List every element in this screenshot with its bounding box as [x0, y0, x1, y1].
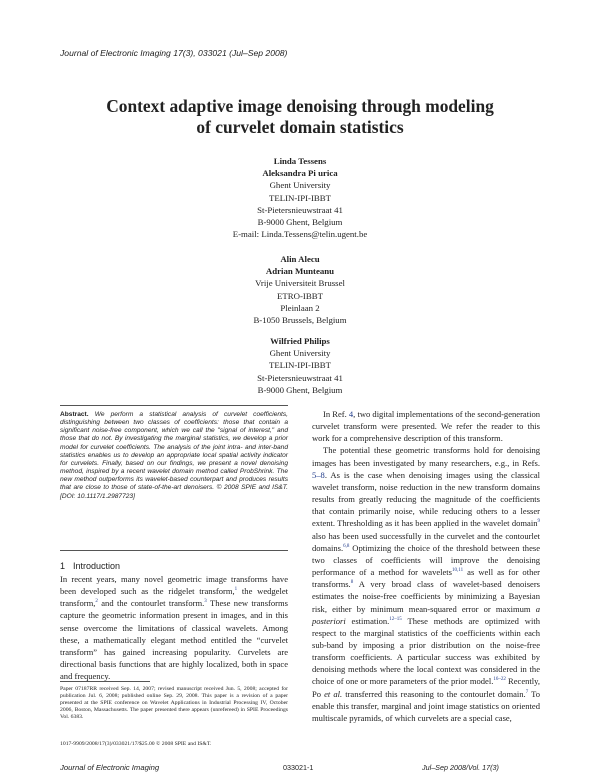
footnote: Paper 07187RR received Sep. 14, 2007; revised manuscript received Jun. 5, 2008; accepted for publication Jul. 6, 2008; published online Sep. 29, 2008. This paper is a revision of a paper presented at the SPIE conference on Wavelet Applications in Industrial Processing IV, October 2006, Boston, Massachusetts. The paper presented there appears (unrefereed) in SPIE Proceedings Vol. 6383.: [60, 686, 288, 721]
citation[interactable]: 6,8: [343, 543, 350, 549]
citation[interactable]: 4: [348, 409, 354, 419]
title-line-2: of curvelet domain statistics: [196, 117, 404, 137]
affiliation-line: B-1050 Brussels, Belgium: [253, 315, 347, 326]
affiliation-line: St-Pietersnieuwstraat 41: [257, 204, 343, 215]
title-line-1: Context adaptive image denoising through modeling: [106, 96, 494, 116]
abstract-bottom-rule: [60, 550, 288, 551]
author-block-3: [0, 335, 600, 396]
affiliation-line: B-9000 Ghent, Belgium: [257, 217, 343, 228]
left-column: [60, 573, 288, 682]
affiliation-line: Ghent University: [269, 348, 331, 359]
affiliation-line: Vrije Universiteit Brussel: [255, 278, 345, 289]
abstract-text: We perform a statistical analysis of curvelet coefficients, distinguishing between two classes of coefficients: those that contain a significant noise-free component, which we call the "signal of interest," and those that do not. By investigating the marginal statistics, we develop a prior model for curvelet coefficients. The analysis of the joint intra- and inter-band statistics enables us to develop an appropriate local spatial activity indicator for curvelets. Finally, based on our findings, we present a novel denoising method, inspired by a recent wavelet domain method called ProbShrink. The new method outperforms its wavelet-based counterpart and produces results that are close to those of state-of-the-art denoisers. © 2008 SPIE and IS&T. [DOI: 10.1117/1.2987723]: [60, 411, 288, 500]
author-name: Wilfried Philips: [270, 336, 330, 346]
citation[interactable]: 2: [95, 599, 98, 605]
citation[interactable]: 10,11: [452, 568, 464, 574]
citation[interactable]: 8: [350, 580, 354, 586]
citation[interactable]: 12–15: [389, 616, 402, 622]
abstract: [60, 411, 288, 501]
paper-title: [60, 96, 540, 138]
section-heading: [60, 561, 120, 571]
affiliation-line: Ghent University: [269, 180, 331, 191]
affiliation-line: St-Pietersnieuwstraat 41: [257, 372, 343, 383]
email-line: E-mail: Linda.Tessens@telin.ugent.be: [232, 229, 368, 240]
abstract-top-rule: [60, 405, 288, 406]
affiliation-line: ETRO-IBBT: [277, 290, 323, 301]
affiliation-line: Pleinlaan 2: [280, 302, 320, 313]
affiliation-line: B-9000 Ghent, Belgium: [257, 384, 343, 395]
author-block-2: [0, 253, 600, 326]
citation[interactable]: 7: [525, 689, 529, 695]
footnote-rule: [60, 681, 150, 682]
citation[interactable]: 9: [537, 519, 540, 525]
intro-paragraph-1: In recent years, many novel geometric image transforms have been developed such as the ridgelet transform,$^1$ the wedgelet transform,$^2$ and the contourlet transform.$^3$ These new transforms capture the geometric information present in images, and in this sense overcome the limitations of classical wavelets. Among these, a mathematically elegant method entitled the “curvelet transform” has gained increasing popularity. Curvelets are directional basis functions that are highly localized, both in space and frequency.: [60, 574, 288, 682]
author-name: Aleksandra Pi urica: [262, 168, 338, 179]
footer-issue: Jul–Sep 2008/Vol. 17(3): [422, 763, 499, 772]
intro-paragraph-3: The potential these geometric transforms hold for denoising images has been investigated by many researchers, e.g., in Refs. 5–8. As is the case when denoising images using the classical wavelet transform, noise reduction in the new transform domains results from greatly reducing the magnitude of the coefficients that contain primarily noise, while reducing others to a lesser extent. Thresholding as it has been applied in the wavelet domain$^9$ also has been used successfully in the curvelet and the contourlet domains.$^{6,8}$ Optimizing the choice of the threshold between these two classes of coefficients will improve the denoising performance of a method for wavelets$^{10,11}$ as well as for other transforms.$^8$ A very broad class of wavelet-based denoisers estimates the noise-free coefficients by minimizing a Bayesian risk, either by minimum mean-squared error or maximum a posteriori estimation.$^{12-15}$ These methods are optimized with respect to the marginal statistics of the coefficients within each sub-band by imposing a prior distribution on the noise-free transform coefficients. A particular success was exhibited by denoising methods where the local context was considered in the choice of one or more parameters of the prior model.$^{16-22}$ Recently, Po et al. transferred this reasoning to the contourlet domain.$^7$ To enable this transfer, marginal and joint image statistics on oriented multiscale pyramids, of which curvelets are a special case,: [312, 445, 540, 723]
intro-paragraph-2: In Ref. 4, two digital implementations of the second-generation curvelet transform were presented. We refer the reader to this work for a comprehensive description of this transform.: [312, 409, 541, 444]
affiliation-line: TELIN-IPI-IBBT: [268, 192, 332, 203]
citation[interactable]: 3: [204, 599, 207, 605]
author-name: Alin Alecu: [280, 254, 320, 264]
citation[interactable]: 16–22: [493, 677, 506, 683]
citation[interactable]: 1: [234, 587, 238, 593]
running-header: Journal of Electronic Imaging 17(3), 033021 (Jul–Sep 2008): [60, 48, 288, 58]
footer-journal: Journal of Electronic Imaging: [60, 763, 160, 772]
affiliation-line: TELIN-IPI-IBBT: [268, 360, 332, 371]
issn-line: 1017-9909/2008/17(3)/033021/17/$25.00 © 2008 SPIE and IS&T.: [60, 741, 212, 747]
section-number: 1: [60, 561, 66, 571]
author-block-1: [0, 155, 600, 240]
section-title: Introduction: [73, 561, 121, 571]
abstract-label: Abstract.: [60, 411, 89, 418]
footer-page-number: 033021-1: [283, 763, 314, 772]
right-column: [312, 408, 540, 724]
citation[interactable]: 5–8: [312, 469, 325, 480]
author-name: Adrian Munteanu: [265, 266, 335, 277]
author-name: Linda Tessens: [273, 156, 327, 166]
